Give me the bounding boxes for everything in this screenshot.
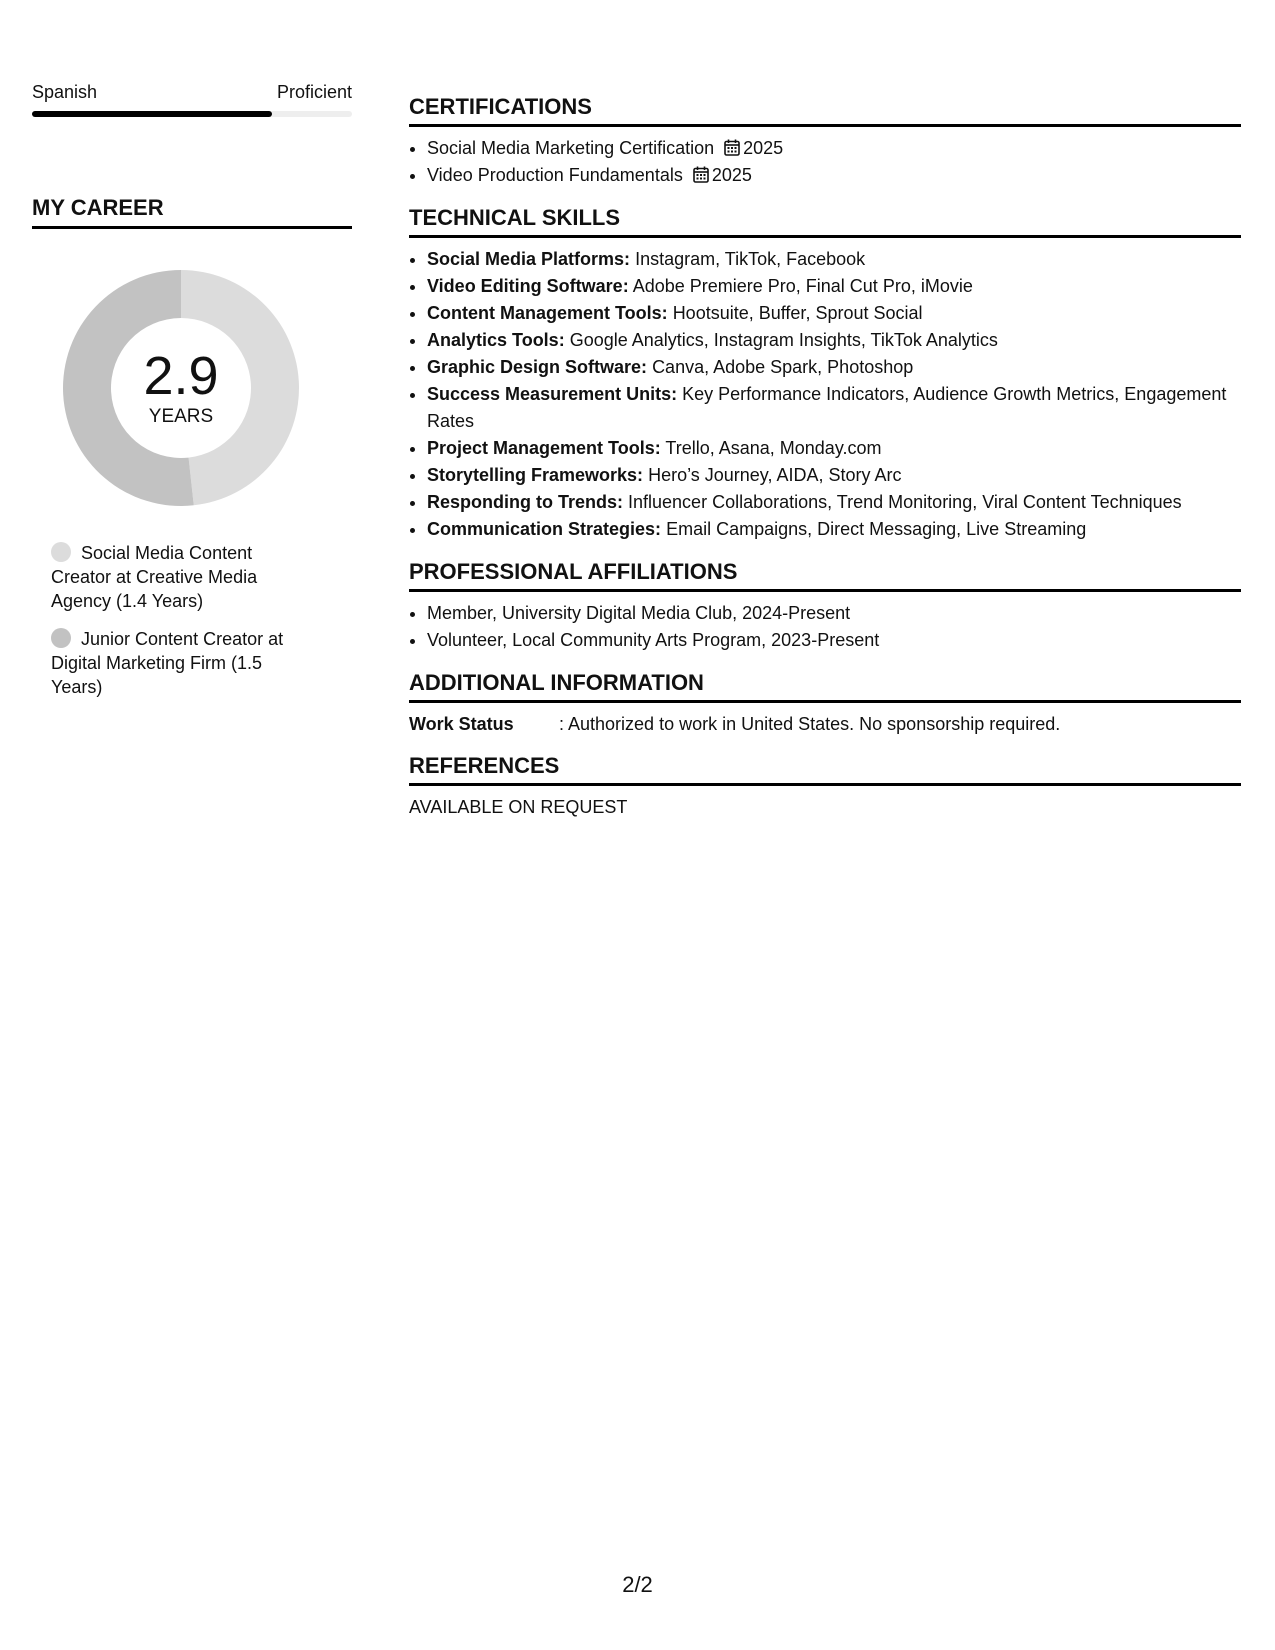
certification-year: 2025 [711, 165, 752, 185]
affiliations-list [409, 600, 1241, 654]
calendar-icon [724, 139, 740, 156]
skill-value: Adobe Premiere Pro, Final Cut Pro, iMovie [632, 276, 973, 296]
list-item [427, 135, 1241, 162]
additional-info-heading: ADDITIONAL INFORMATION [409, 670, 1241, 703]
skill-label: Analytics Tools: [427, 330, 565, 350]
skill-label: Video Editing Software: [427, 276, 629, 296]
list-item [427, 516, 1241, 543]
references-heading: REFERENCES [409, 753, 1241, 786]
skill-label: Success Measurement Units: [427, 384, 678, 404]
skill-value: Trello, Asana, Monday.com [665, 438, 882, 458]
skill-label: Responding to Trends: [427, 492, 623, 512]
skill-value: Google Analytics, Instagram Insights, TikTok Analytics [569, 330, 998, 350]
certifications-list [409, 135, 1241, 189]
language-level-bar [32, 111, 352, 117]
skill-value: Canva, Adobe Spark, Photoshop [652, 357, 914, 377]
list-item: • Member, University Digital Media Club, 2024-Present [427, 600, 1241, 627]
legend-item [51, 541, 311, 613]
technical-skills-section [409, 205, 1241, 543]
list-item [427, 462, 1241, 489]
list-item [427, 246, 1241, 273]
list-item [427, 435, 1241, 462]
certifications-heading: CERTIFICATIONS [409, 94, 1241, 127]
list-item: • Volunteer, Local Community Arts Program, 2023-Present [427, 627, 1241, 654]
list-item [427, 300, 1241, 327]
technical-skills-list [409, 246, 1241, 543]
certification-name: Social Media Marketing Certification [427, 138, 715, 158]
legend-item [51, 627, 311, 699]
skill-value: Key Performance Indicators, Audience Growth Metrics, Engagement Rates [427, 384, 1227, 431]
legend-dot [51, 542, 71, 562]
language-level-bar-fill [32, 111, 272, 117]
list-item [427, 381, 1241, 435]
career-heading: MY CAREER [32, 195, 352, 229]
right-column [409, 94, 1241, 836]
affiliations-section [409, 559, 1241, 654]
calendar-icon [693, 166, 709, 183]
affiliations-heading: PROFESSIONAL AFFILIATIONS [409, 559, 1241, 592]
skill-label: Content Management Tools: [427, 303, 668, 323]
language-level: Proficient [276, 82, 352, 102]
references-text: AVAILABLE ON REQUEST [409, 797, 628, 817]
skill-label: Storytelling Frameworks: [427, 465, 644, 485]
skill-value: Hero’s Journey, AIDA, Story Arc [648, 465, 902, 485]
list-item [427, 354, 1241, 381]
certifications-section [409, 94, 1241, 189]
skill-label: Communication Strategies: [427, 519, 662, 539]
career-total-unit: YEARS [148, 406, 214, 427]
list-item [427, 327, 1241, 354]
skill-value: Email Campaigns, Direct Messaging, Live Streaming [666, 519, 1087, 539]
language-row [32, 82, 352, 103]
language-name: Spanish [32, 82, 98, 102]
skill-value: Instagram, TikTok, Facebook [635, 249, 866, 269]
list-item [427, 162, 1241, 189]
legend-label: Junior Content Creator at Digital Marketing Firm (1.5 Years) [51, 629, 284, 697]
left-column [32, 82, 352, 713]
legend-label: Social Media Content Creator at Creative Media Agency (1.4 Years) [51, 543, 258, 611]
certification-name: Video Production Fundamentals [427, 165, 683, 185]
technical-skills-heading: TECHNICAL SKILLS [409, 205, 1241, 238]
references-section [409, 753, 1241, 820]
skill-label: Project Management Tools: [427, 438, 661, 458]
career-legend [51, 541, 311, 699]
page-number: 2/2 [622, 1572, 653, 1597]
list-item [427, 273, 1241, 300]
certification-year: 2025 [743, 138, 784, 158]
legend-dot [51, 628, 71, 648]
skill-value: Influencer Collaborations, Trend Monitoring, Viral Content Techniques [628, 492, 1182, 512]
work-status-row [409, 711, 1241, 737]
skill-label: Social Media Platforms: [427, 249, 631, 269]
career-total-value: 2.9 [143, 346, 219, 406]
additional-info-section [409, 670, 1241, 737]
career-donut-chart [56, 263, 306, 513]
list-item [427, 489, 1241, 516]
work-status-label: Work Status [409, 714, 514, 734]
work-status-value: : Authorized to work in United States. No sponsorship required. [559, 714, 1061, 734]
skill-label: Graphic Design Software: [427, 357, 648, 377]
donut-center [56, 263, 306, 513]
skill-value: Hootsuite, Buffer, Sprout Social [672, 303, 923, 323]
